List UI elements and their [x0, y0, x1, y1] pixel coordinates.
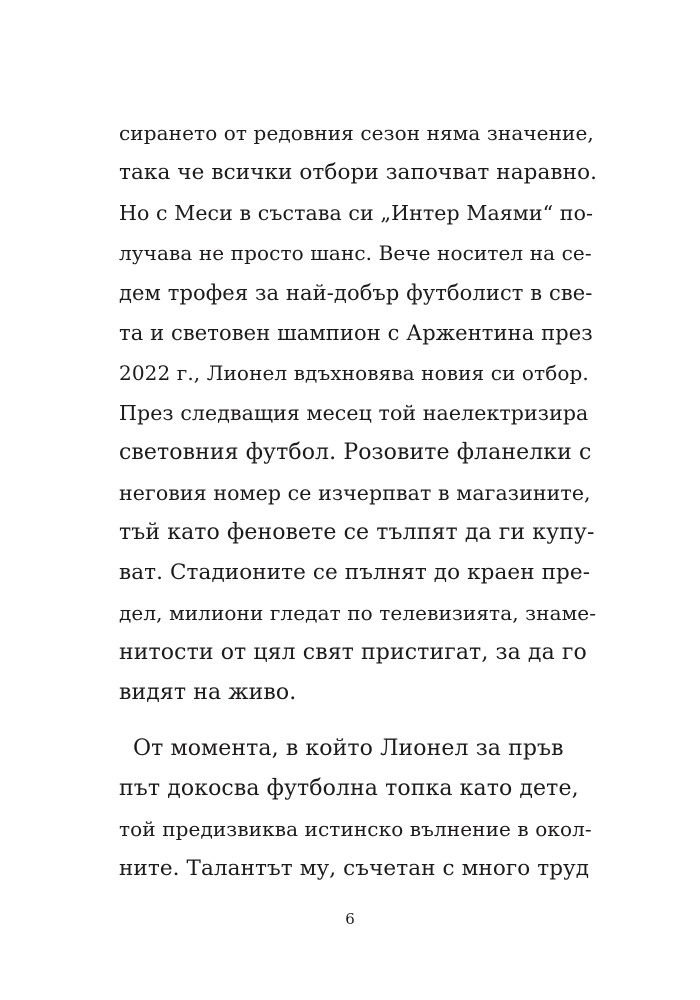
- text-line: така че всички отбори започват наравно.: [119, 160, 597, 185]
- text-line: той предизвиква истинско вълнение в окол-: [119, 817, 592, 841]
- text-line: видят на живо.: [119, 680, 297, 705]
- paragraph-2: [119, 729, 597, 889]
- text-line: лучава не просто шанс. Вече носител на се-: [119, 241, 592, 265]
- text-line: нитости от цял свят пристигат, за да го: [119, 640, 587, 665]
- text-line: световния футбол. Розовите фланелки с: [119, 440, 592, 465]
- text-line: От момента, в който Лионел за пръв: [133, 736, 564, 761]
- text-line: неговия номер се изчерпват в магазините,: [119, 481, 591, 505]
- text-line: тъй като феновете се тълпят да ги купу-: [119, 520, 595, 545]
- paragraph-1: [119, 113, 597, 713]
- text-line: дел, милиони гледат по телевизията, знаме-: [119, 601, 597, 625]
- text-line: сирането от редовния сезон няма значение,: [119, 121, 594, 145]
- paragraph-spacer: [119, 713, 597, 729]
- text-line: път докосва футболна топка като дете,: [119, 776, 579, 801]
- text-line: През следващия месец той наелектризира: [119, 401, 589, 425]
- text-line: та и световен шампион с Аржентина през: [119, 321, 593, 345]
- page-number: 6: [345, 910, 355, 928]
- text-line: Но с Меси в състава си „Интер Маями“ по-: [119, 201, 594, 225]
- text-line: ват. Стадионите се пълнят до краен пре-: [119, 560, 591, 585]
- text-line: 2022 г., Лионел вдъхновява новия си отбор.: [119, 361, 589, 385]
- text-line: ните. Талантът му, съчетан с много труд: [119, 856, 590, 881]
- text-line: дем трофея за най-добър футболист в све-: [119, 281, 593, 305]
- body-text: [119, 113, 597, 889]
